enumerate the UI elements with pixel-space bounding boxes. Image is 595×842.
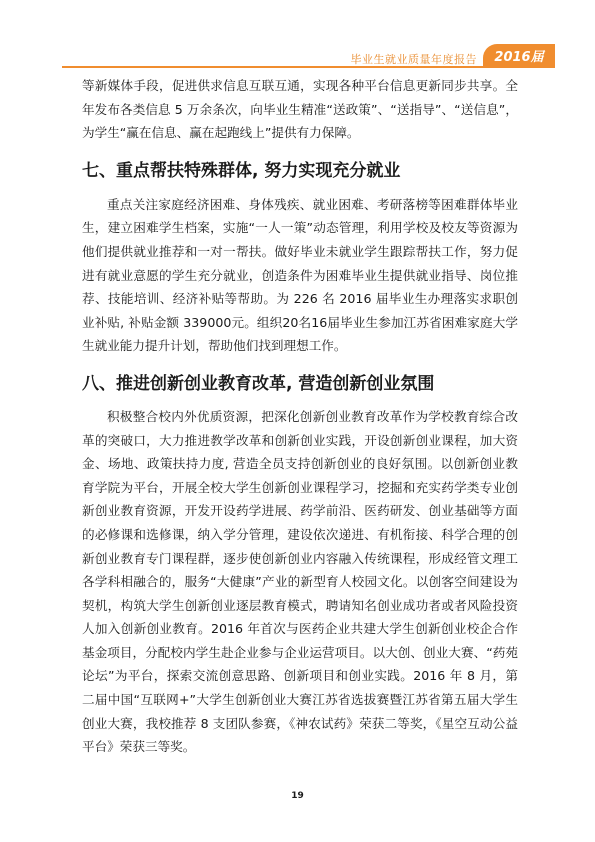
year-badge: 2016届 [483,44,555,66]
page-number: 19 [291,791,304,801]
section-8-heading: 八、推进创新创业教育改革, 营造创新创业氛围 [82,373,435,394]
page-header [0,0,595,66]
header-divider [62,66,555,68]
report-title: 毕业生就业质量年度报告 [350,53,477,66]
intro-paragraph: 等新媒体手段，促进供求信息互联互通，实现各种平台信息更新同步共享。全年发布各类信息 5 万余条次，向毕业生精准“送政策”、“送指导”、“送信息”，为学生“赢在信息、赢在起跑线上”提供有力保障。 [82,78,518,141]
section-7-paragraph: 重点关注家庭经济困难、身体残疾、就业困难、考研落榜等困难群体毕业生，建立困难学生档案，实施“一人一策”动态管理，利用学校及校友等资源为他们提供就业推荐和一对一帮扶。做好毕业未就业学生跟踪帮扶工作，努力促进有就业意愿的学生充分就业，创造条件为困难毕业生提供就业指导、岗位推荐、技能培训、经济补贴等帮助。为 226 名 2016 届毕业生办理落实求职创业补贴, 补贴金额 339000元。组织20名16届毕业生参加江苏省困难家庭大学生就业能力提升计划，帮助他们找到理想工作。 [82,196,518,354]
document-body [82,74,518,759]
section-8-paragraph: 积极整合校内外优质资源，把深化创新创业教育改革作为学校教育综合改革的突破口，大力推进教学改革和创新创业实践，开设创新创业课程，加大资金、场地、政策扶持力度, 营造全员支持创新创业的良好氛围。以创新创业教育学院为平台，开展全校大学生创新创业课程学习，挖掘和充实药学类专业创新创业教育资源，开发开设药学进展、药学前沿、医药研发、创业基础等方面的必修课和选修课，纳入学分管理，建设依次递进、有机衔接、科学合理的创新创业教育专门课程群，逐步使创新创业内容融入传统课程，形成经管文理工各学科相融合的，服务“大健康”产业的新型育人校园文化。以创客空间建设为契机，构筑大学生创新创业逐层教育模式，聘请知名创业成功者或者风险投资人加入创新创业教育。2016 年首次与医药企业共建大学生创新创业校企合作基金项目，分配校内学生赴企业参与企业运营项目。以大创、创业大赛、“药苑论坛”为平台，探索交流创意思路、创新项目和创业实践。2016 年 8 月，第二届中国“互联网+”大学生创新创业大赛江苏省选拔赛暨江苏省第五届大学生创业大赛，我校推荐 8 支团队参赛，《神农试药》荣获二等奖，《星空互动公益平台》荣获三等奖。 [82,408,518,755]
section-7-heading: 七、重点帮扶特殊群体, 努力实现充分就业 [82,160,401,181]
